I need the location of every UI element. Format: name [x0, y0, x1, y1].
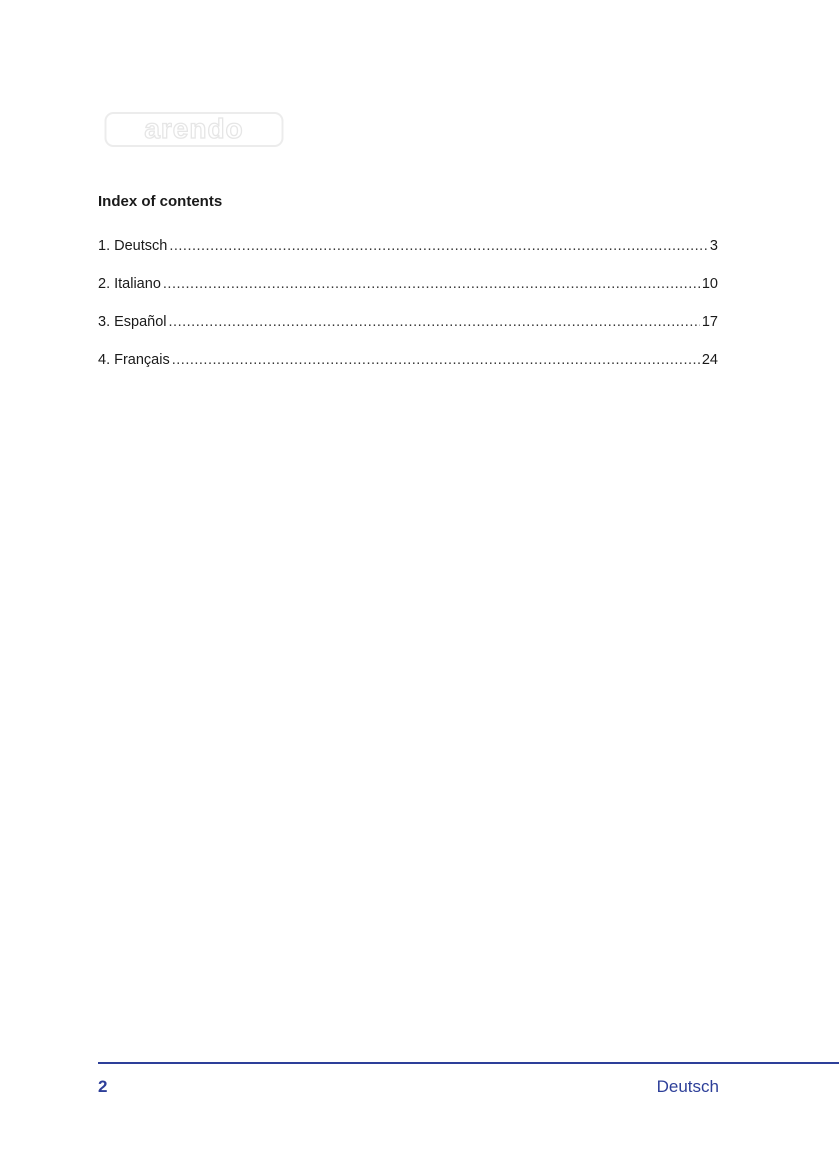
toc-entry-espanol[interactable]: [98, 314, 718, 352]
footer-section-name: Deutsch: [656, 1077, 719, 1096]
toc-entry-francais[interactable]: [98, 352, 718, 390]
footer-divider: [98, 1062, 839, 1064]
toc-dot-leader: [169, 238, 708, 254]
toc-entry-label: 1. Deutsch: [98, 238, 168, 254]
toc-entry-page: 17: [701, 314, 718, 330]
toc-entry-page: 24: [701, 352, 718, 368]
arendo-logo-graphic: [104, 110, 284, 150]
toc-dot-leader: [163, 276, 700, 292]
toc-dot-leader: [172, 352, 700, 368]
toc-entry-page: 10: [701, 276, 718, 292]
toc-heading: Index of contents: [98, 193, 223, 210]
toc-dot-leader: [169, 314, 700, 330]
svg-text:arendo: arendo: [144, 113, 244, 144]
toc-entry-deutsch[interactable]: [98, 238, 718, 276]
arendo-logo: [104, 110, 284, 150]
toc-entry-label: 3. Español: [98, 314, 167, 330]
table-of-contents: [98, 238, 718, 390]
footer-page-number: 2: [98, 1077, 108, 1096]
toc-entry-label: 4. Français: [98, 352, 170, 368]
toc-entry-label: 2. Italiano: [98, 276, 161, 292]
toc-entry-italiano[interactable]: [98, 276, 718, 314]
toc-entry-page: 3: [709, 238, 718, 254]
